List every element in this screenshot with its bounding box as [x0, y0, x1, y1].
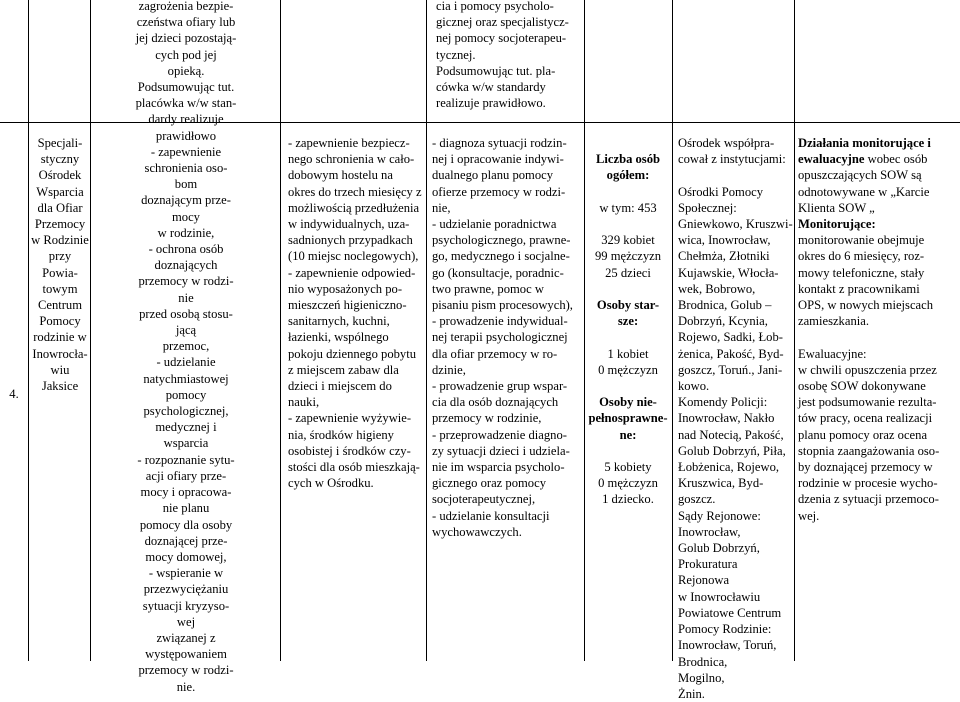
row-number: 4. — [9, 387, 19, 401]
disabled-heading: Osoby nie- pełnosprawne- ne: — [588, 395, 668, 442]
services-text: - zapewnienie bezpiecz- nego schronienia w cało- dobowym hostelu na okres do trzech miesięcy z możliwością przedłużenia w indywidualnych, uza- sadnionych przypadkach (10 miejsc noclegowych), - zapewnienie odpowied- nio wyposażonych po- mieszczeń higieniczno- sanitarnych, kuchni, łazienki, wspólnego pokoju dziennego pobytu z miejscem zabaw dla dzieci i miejscem do nauki, - zapewnienie wyżywie- nia, środków higieny osobistej i środków czy- stości dla osób mieszkają- cych w Ośrodku. — [288, 136, 422, 491]
monitoring-subheading: Monitorujące: — [798, 217, 876, 232]
row-divider — [280, 122, 426, 123]
cooperation-text: Ośrodek współpra- cował z instytucjami: Ośrodki Pomocy Społecznej: Gniewkowo, Kruszwi- wica, Inowrocław, Chełmża, Złotniki Kujawskie, Włocła- wek, Bobrowo, Brodnica, Golub – Dobrzyń, Kcynia, Rojewo, Sadki, Łob- żenica, Pakość, Byd- goszcz, Toruń., Jani- kowo. Komendy Policji: Inowrocław, Nakło nad Notecią, Pakość, Golub Dobrzyń, Piła, Łobżenica, Rojewo, Kruszwica, Byd- goszcz. Sądy Rejonowe: Inowrocław, Golub Dobrzyń, Prokuratura Rejonowa w Inowrocławiu Powiatowe Centrum Pomocy Rodzinie: Inowrocław, Toruń, Brodnica, Mogilno, Żnin. — [678, 136, 793, 701]
monitoring-intro: wobec osób opuszczających SOW są odnotowywane w „Karcie Klienta SOW „ — [798, 152, 930, 215]
institution-name: Specjali- styczny Ośrodek Wsparcia dla Ofiar Przemocy w Rodzinie przy Powia- towym Centrum Pomocy rodzinie w Inowrocła- wiu Jaksice — [31, 136, 89, 394]
statistics — [584, 135, 672, 508]
col-divider — [90, 0, 91, 661]
col-divider — [28, 0, 29, 661]
monitoring-body: monitorowanie obejmuje okres do 6 miesięcy, roz- mowy telefoniczne, stały kontakt z pracownikami OPS, w nowych miejscach zamieszkania. Ewaluacyjne: w chwili opuszczenia przez osobę SOW dokonywane jest podsumowanie rezulta- tów pracy, ocena realizacji planu pomocy oraz ocena stopnia zaangażowania oso- by doznającej przemocy w rodzinie w procesie wycho- dzenia z sytuacji przemoco- wej. — [798, 233, 940, 523]
col-divider — [672, 0, 673, 661]
seniors-values: 1 kobiet 0 mężczyzn — [598, 346, 658, 377]
help-forms-text: - diagnoza sytuacji rodzin- nej i opracowanie indywi- dualnego planu pomocy ofierze przemocy w rodzi- nie, - udzielanie poradnictwa psychologicznego, prawne- go, medycznego i socjalne- go (konsultacje, poradnic- two prawne, pomoc w pisaniu pism procesowych), - prowadzenie indywidual- nej terapii psychologicznej dla ofiar przemocy w ro- dzinie, - prowadzenie grup wspar- cia dla osób doznających przemocy w rodzinie, - przeprowadzenie diagno- zy sytuacji dzieci i udziela- nie im wsparcia psycholo- gicznego oraz pomocy socjoterapeutycznej, - udzielanie konsultacji wychowawczych. — [432, 136, 573, 539]
seniors-heading: Osoby star- sze: — [596, 298, 660, 329]
disabled-values: 5 kobiety 0 mężczyzn 1 dziecko. — [598, 460, 658, 507]
monitoring — [798, 135, 958, 524]
total-heading: Liczba osób ogółem: — [595, 152, 661, 183]
standards-text: zagrożenia bezpie- czeństwa ofiary lub jej dzieci pozostają- cych pod jej opieką. Podsumowując tut. placówka w/w stan- dardy realizuje prawidłowo - zapewnienie schronienia oso- bom doznającym prze- mocy w rodzinie, - ochrona osób doznających przemocy w rodzi- nie przed osobą stosu- jącą przemoc, - udzielanie natychmiastowej pomocy psychologicznej, medycznej i wsparcia - rozpoznanie sytu- acji ofiary prze- mocy i opracowa- nie planu pomocy dla osoby doznającej prze- mocy domowej, - wspieranie w przezwyciężaniu sytuacji kryzyso- wej związanej z występowaniem przemocy w rodzi- nie. — [135, 0, 237, 694]
previous-row-text: cia i pomocy psycholo- gicznej oraz specjalistycz- nej pomocy socjoterapeu- tycznej. Podsumowując tut. pla- cówka w/w standardy realizuje prawidłowo. — [436, 0, 569, 111]
monitoring-heading: Działania monitorujące i ewaluacyjne — [798, 136, 931, 167]
row-divider — [426, 122, 960, 123]
total-values: w tym: 453 329 kobiet 99 mężczyzn 25 dzieci — [594, 200, 662, 280]
col-divider — [794, 0, 795, 661]
col-divider — [280, 0, 281, 661]
